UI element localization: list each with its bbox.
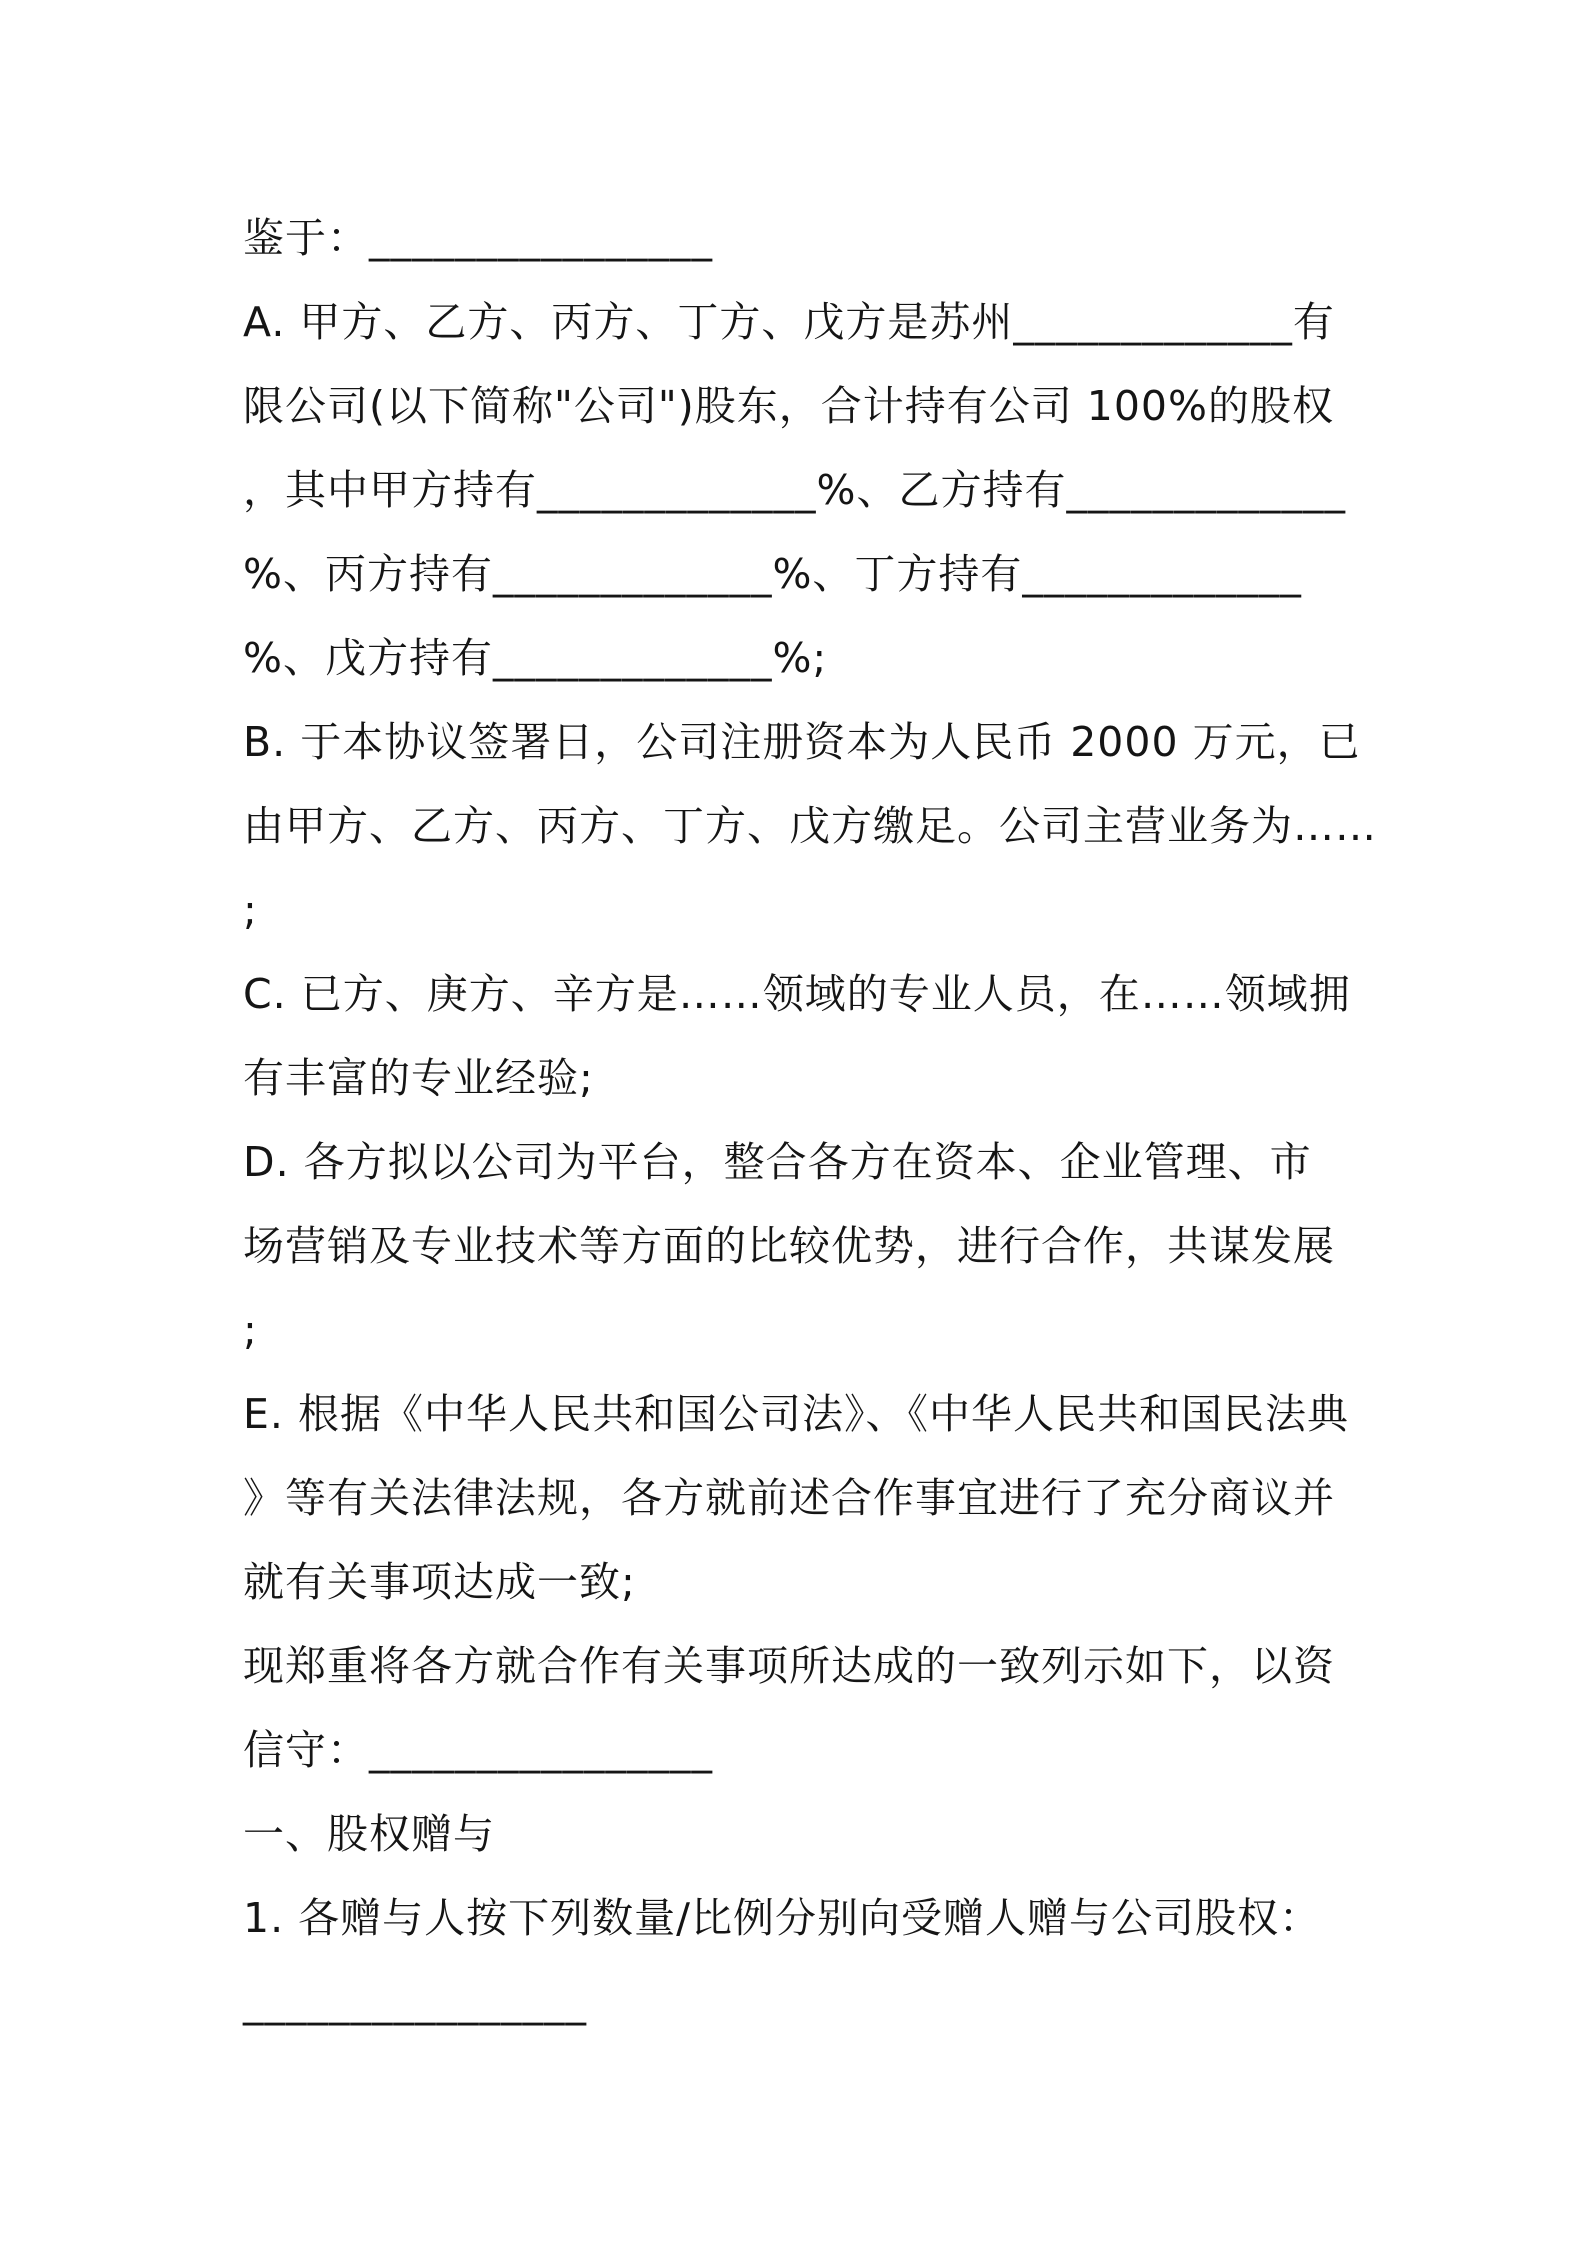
clause-c-line-2: 有丰富的专业经验; (243, 1054, 594, 1102)
clause-d-line-3: ; (243, 1306, 258, 1354)
clause-a-line-3: ，其中甲方持有_____________%、乙方持有_____________ (243, 466, 1346, 514)
clause-d-line-2: 场营销及专业技术等方面的比较优势，进行合作，共谋发展 (243, 1222, 1335, 1270)
clause-d-line-1: D. 各方拟以公司为平台，整合各方在资本、企业管理、市 (243, 1138, 1312, 1186)
clause-b-line-1: B. 于本协议签署日，公司注册资本为人民币 2000 万元，已 (243, 718, 1361, 766)
clause-a-line-1: A. 甲方、乙方、丙方、丁方、戊方是苏州_____________有 (243, 298, 1335, 346)
agreement-statement-line-2: 信守：________________ (243, 1726, 713, 1774)
section-1-blank-line: ________________ (243, 1978, 587, 2026)
clause-c-line-1: C. 已方、庚方、辛方是……领域的专业人员，在……领域拥 (243, 970, 1351, 1018)
clause-e-line-3: 就有关事项达成一致; (243, 1558, 636, 1606)
section-1-item-1: 1. 各赠与人按下列数量/比例分别向受赠人赠与公司股权： (243, 1894, 1321, 1942)
clause-e-line-1: E. 根据《中华人民共和国公司法》、《中华人民共和国民法典 (243, 1390, 1349, 1438)
clause-a-line-4: %、丙方持有_____________%、丁方持有_____________ (243, 550, 1302, 598)
clause-a-line-5: %、戊方持有_____________%; (243, 634, 828, 682)
recital-intro: 鉴于：________________ (243, 214, 713, 262)
clause-a-line-2: 限公司(以下简称"公司")股东，合计持有公司 100%的股权 (243, 382, 1334, 430)
agreement-statement-line-1: 现郑重将各方就合作有关事项所达成的一致列示如下，以资 (243, 1642, 1335, 1690)
document-body (243, 196, 1377, 2044)
section-heading: 一、股权赠与 (243, 1810, 495, 1858)
clause-b-line-3: ; (243, 886, 258, 934)
clause-e-line-2: 》等有关法律法规，各方就前述合作事宜进行了充分商议并 (243, 1474, 1335, 1522)
clause-b-line-2: 由甲方、乙方、丙方、丁方、戊方缴足。公司主营业务为…… (243, 802, 1377, 850)
